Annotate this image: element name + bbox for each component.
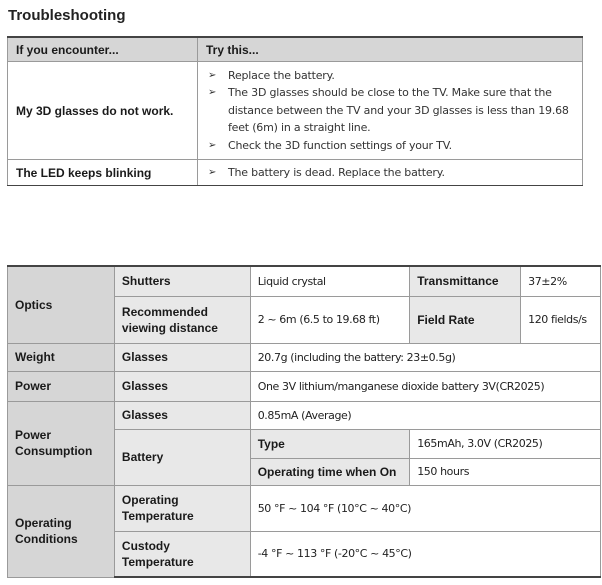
field-rate-value: 120 fields/s (521, 296, 601, 343)
page-title: Troubleshooting (8, 7, 126, 24)
column-header-solution: Try this... (198, 37, 583, 62)
table-row (8, 62, 583, 160)
list-item: ➢ The battery is dead. Replace the battery. (206, 164, 574, 182)
viewing-distance-value: 2 ~ 6m (6.5 to 19.68 ft) (250, 296, 410, 343)
viewing-distance-label: Recommended viewing distance (114, 296, 250, 343)
table-row (8, 266, 601, 296)
table-row (8, 371, 601, 401)
issue-cell: The LED keeps blinking (8, 160, 198, 186)
weight-label: Weight (8, 343, 115, 371)
battery-type-value: 165mAh, 3.0V (CR2025) (410, 429, 601, 458)
field-rate-label: Field Rate (410, 296, 521, 343)
power-glasses-label: Glasses (114, 371, 250, 401)
solution-cell (198, 160, 583, 186)
operating-temperature-value: 50 °F ~ 104 °F (10°C ~ 40°C) (250, 485, 600, 531)
power-value: One 3V lithium/manganese dioxide battery 3V(CR2025) (250, 371, 600, 401)
transmittance-value: 37±2% (521, 266, 601, 296)
table-header-row (8, 37, 583, 62)
column-header-issue: If you encounter... (8, 37, 198, 62)
power-consumption-label: Power Consumption (8, 401, 115, 485)
table-row (8, 343, 601, 371)
operating-temperature-label: Operating Temperature (114, 485, 250, 531)
list-item: ➢ Replace the battery. (206, 67, 574, 85)
transmittance-label: Transmittance (410, 266, 521, 296)
specifications-table (7, 265, 601, 578)
list-item: ➢ Check the 3D function settings of your TV. (206, 137, 574, 155)
solution-cell (198, 62, 583, 160)
custody-temperature-value: -4 °F ~ 113 °F (-20°C ~ 45°C) (250, 531, 600, 577)
troubleshooting-table (7, 36, 583, 186)
issue-cell: My 3D glasses do not work. (8, 62, 198, 160)
battery-label: Battery (114, 429, 250, 485)
power-label: Power (8, 371, 115, 401)
list-item: ➢ The 3D glasses should be close to the TV. Make sure that the distance between the TV and your 3D glasses is less than 19.68 feet (6m) in a straight line. (206, 84, 574, 137)
battery-type-label: Type (250, 429, 410, 458)
weight-glasses-label: Glasses (114, 343, 250, 371)
weight-value: 20.7g (including the battery: 23±0.5g) (250, 343, 600, 371)
shutters-value: Liquid crystal (250, 266, 410, 296)
shutters-label: Shutters (114, 266, 250, 296)
table-row (8, 160, 583, 186)
consumption-glasses-value: 0.85mA (Average) (250, 401, 600, 429)
optics-label: Optics (8, 266, 115, 343)
operating-time-value: 150 hours (410, 458, 601, 485)
custody-temperature-label: Custody Temperature (114, 531, 250, 577)
operating-conditions-label: Operating Conditions (8, 485, 115, 577)
table-row (8, 485, 601, 531)
operating-time-label: Operating time when On (250, 458, 410, 485)
consumption-glasses-label: Glasses (114, 401, 250, 429)
table-row (8, 401, 601, 429)
